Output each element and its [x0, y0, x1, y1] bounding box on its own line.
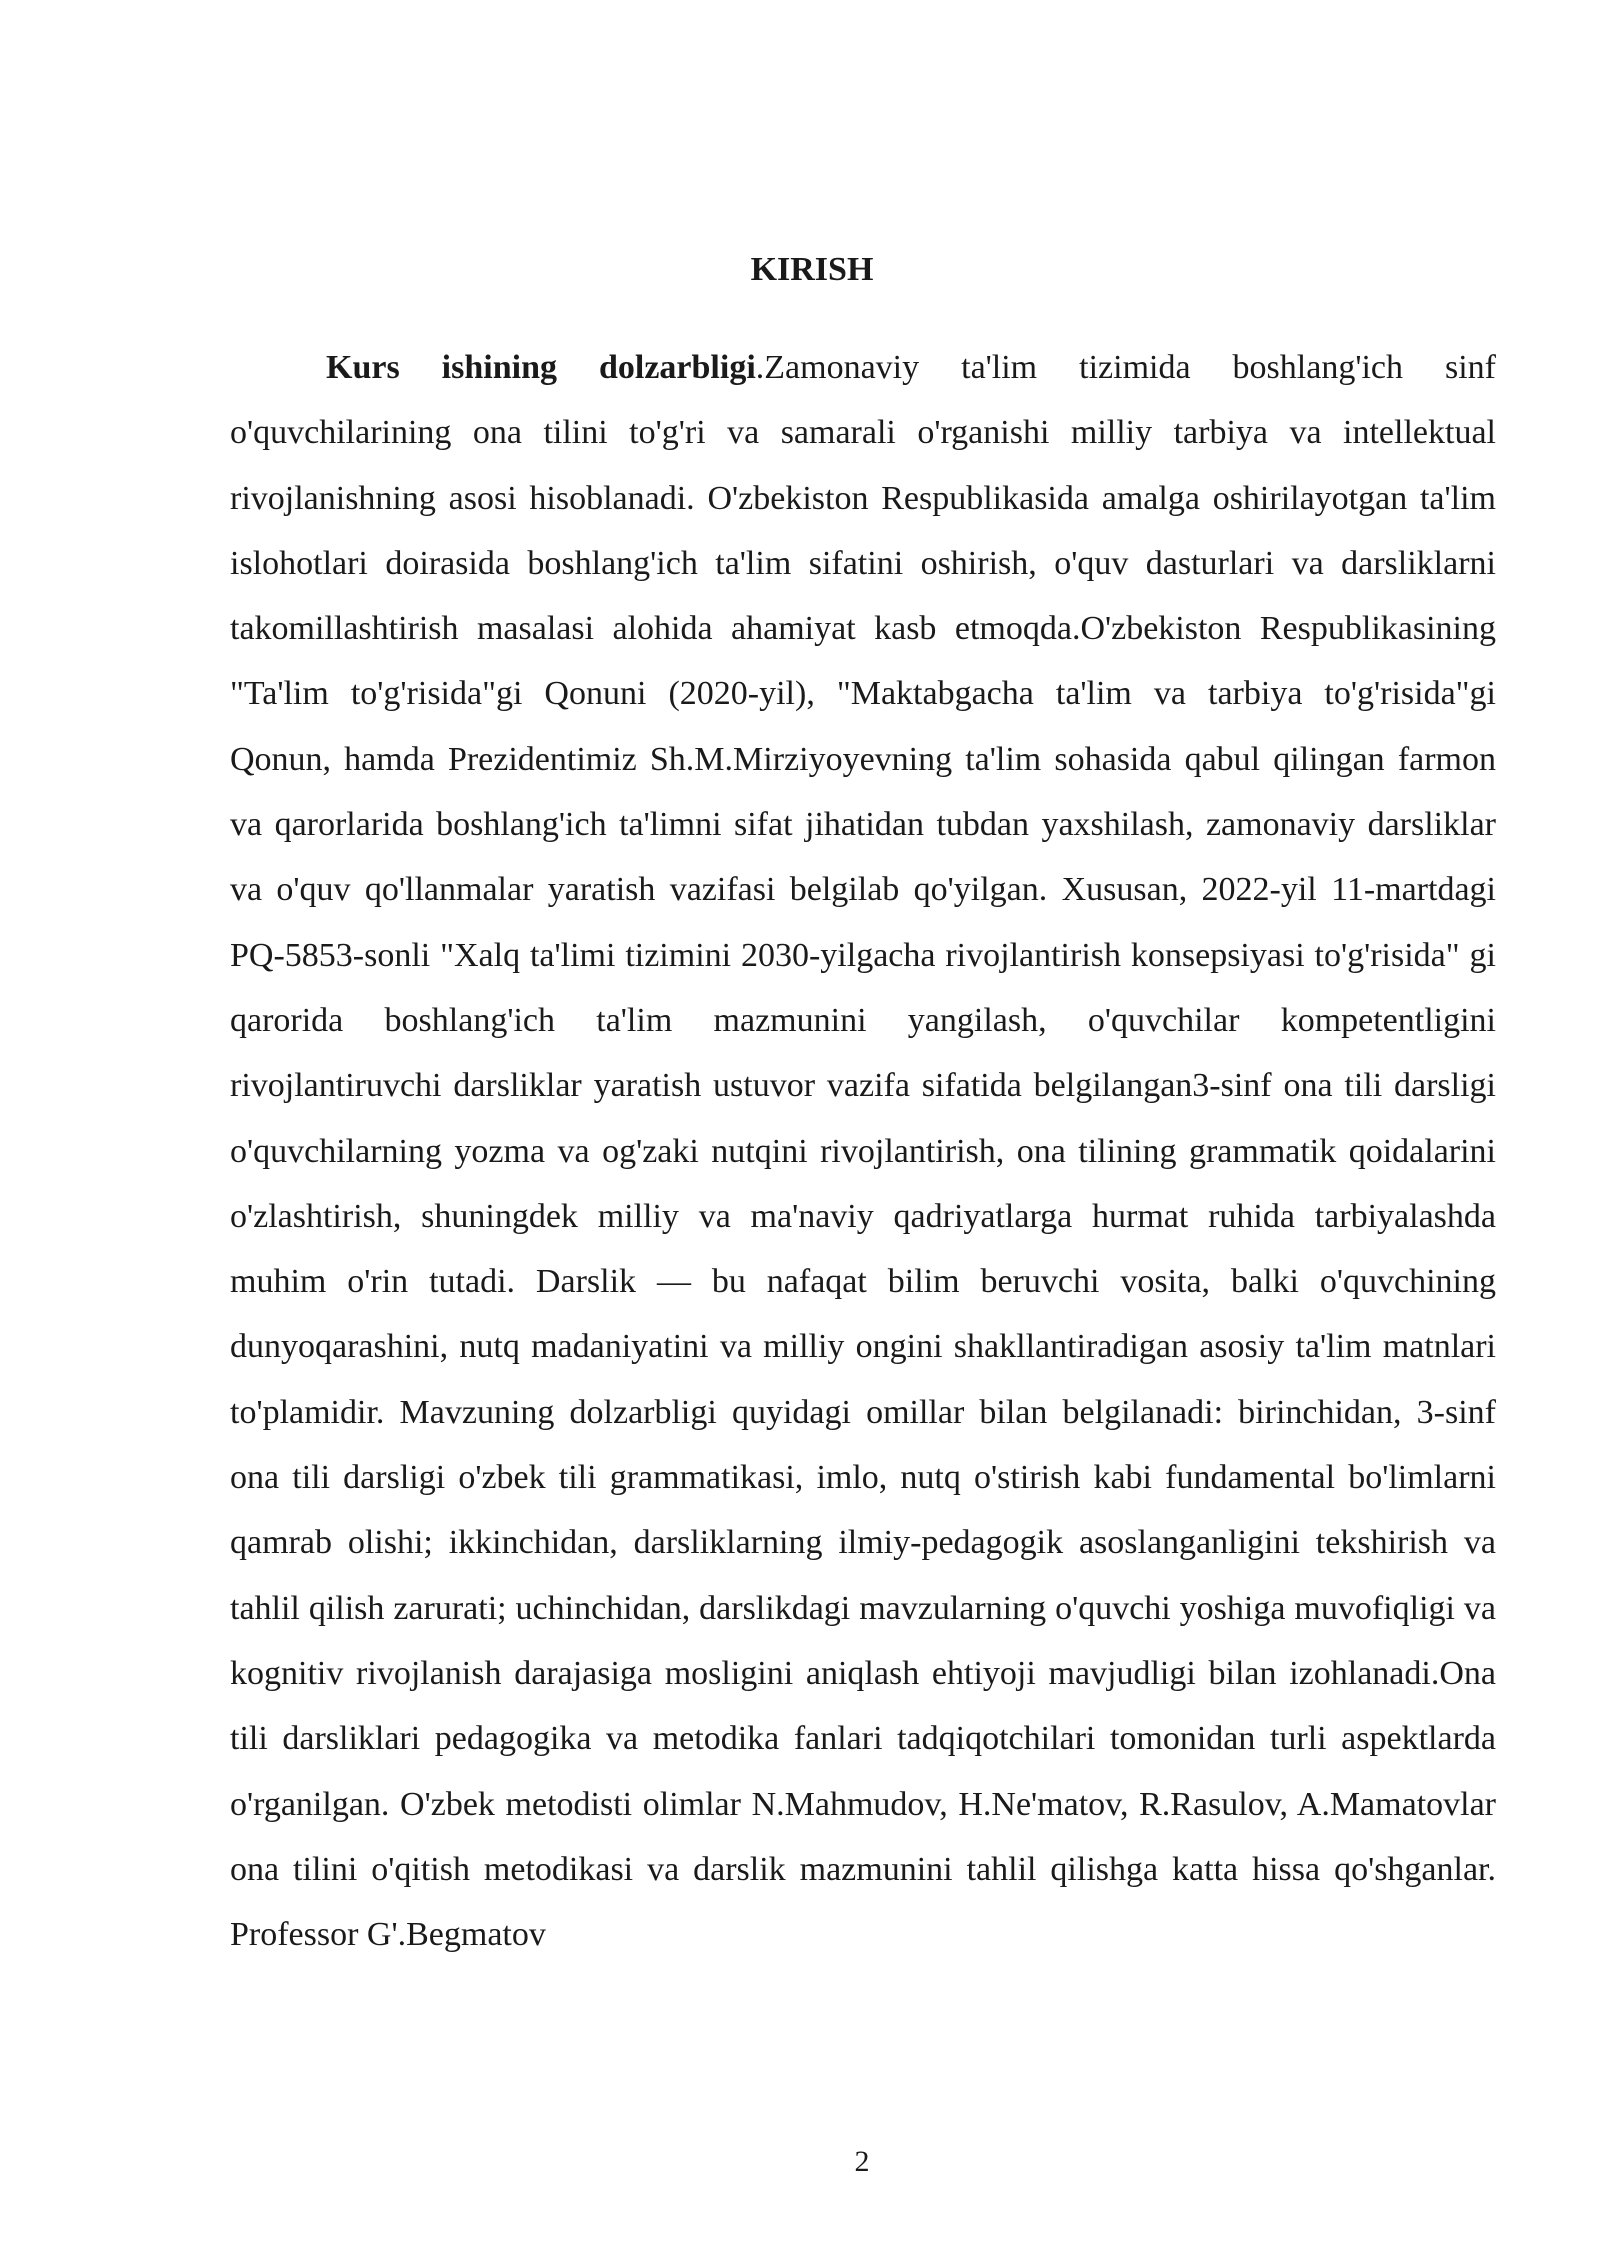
paragraph-text: .Zamonaviy ta'lim tizimida boshlang'ich sinf o'quvchilarining ona tilini to'g'ri va samarali o'rganishi milliy tarbiya va intellektual rivojlanishning asosi hisoblanadi. O'zbekiston Respublikasida amalga oshirilayotgan ta'lim islohotlari doirasida boshlang'ich ta'lim sifatini oshirish, o'quv dasturlari va darsliklarni takomillashtirish masalasi alohida ahamiyat kasb etmoqda.O'zbekiston Respublikasining "Ta'lim to'g'risida"gi Qonuni (2020-yil), "Maktabgacha ta'lim va tarbiya to'g'risida"gi Qonun, hamda Prezidentimiz Sh.M.Mirziyoyevning ta'lim sohasida qabul qilingan farmon va qarorlarida boshlang'ich ta'limni sifat jihatidan tubdan yaxshilash, zamonaviy darsliklar va o'quv qo'llanmalar yaratish vazifasi belgilab qo'yilgan. Xususan, 2022-yil 11-martdagi PQ-5853-sonli "Xalq ta'limi tizimini 2030-yilgacha rivojlantirish konsepsiyasi to'g'risida" gi qarorida boshlang'ich ta'lim mazmunini yangilash, o'quvchilar kompetentligini rivojlantiruvchi darsliklar yaratish ustuvor vazifa sifatida belgilangan3-sinf ona tili darsligi o'quvchilarning yozma va og'zaki nutqini rivojlantirish, ona tilining grammatik qoidalarini o'zlashtirish, shuningdek milliy va ma'naviy qadriyatlarga hurmat ruhida tarbiyalashda muhim o'rin tutadi. Darslik — bu nafaqat bilim beruvchi vosita, balki o'quvchining dunyoqarashini, nutq madaniyatini va milliy ongini shakllantiradigan asosiy ta'lim matnlari to'plamidir. Mavzuning dolzarbligi quyidagi omillar bilan belgilanadi: birinchidan, 3-sinf ona tili darsligi o'zbek tili grammatikasi, imlo, nutq o'stirish kabi fundamental bo'limlarni qamrab olishi; ikkinchidan, darsliklarning ilmiy-pedagogik asoslanganligini tekshirish va tahlil qilish zarurati; uchinchidan, darslikdagi mavzularning o'quvchi yoshiga muvofiqligi va kognitiv rivojlanish darajasiga mosligini aniqlash ehtiyoji mavjudligi bilan izohlanadi.Ona tili darsliklari pedagogika va metodika fanlari tadqiqotchilari tomonidan turli aspektlarda o'rganilgan. O'zbek metodisti olimlar N.Mahmudov, H.Ne'matov, R.Rasulov, A.Mamatovlar ona tilini o'qitish metodikasi va darslik mazmunini tahlil qilishga katta hissa qo'shganlar. Professor G'.Begmatov	[230, 349, 1496, 1954]
paragraph-lead: Kurs ishining dolzarbligi	[326, 349, 756, 386]
page-number: 2	[854, 2145, 870, 2178]
body-paragraph	[230, 335, 1496, 1967]
section-heading: KIRISH	[750, 251, 874, 288]
